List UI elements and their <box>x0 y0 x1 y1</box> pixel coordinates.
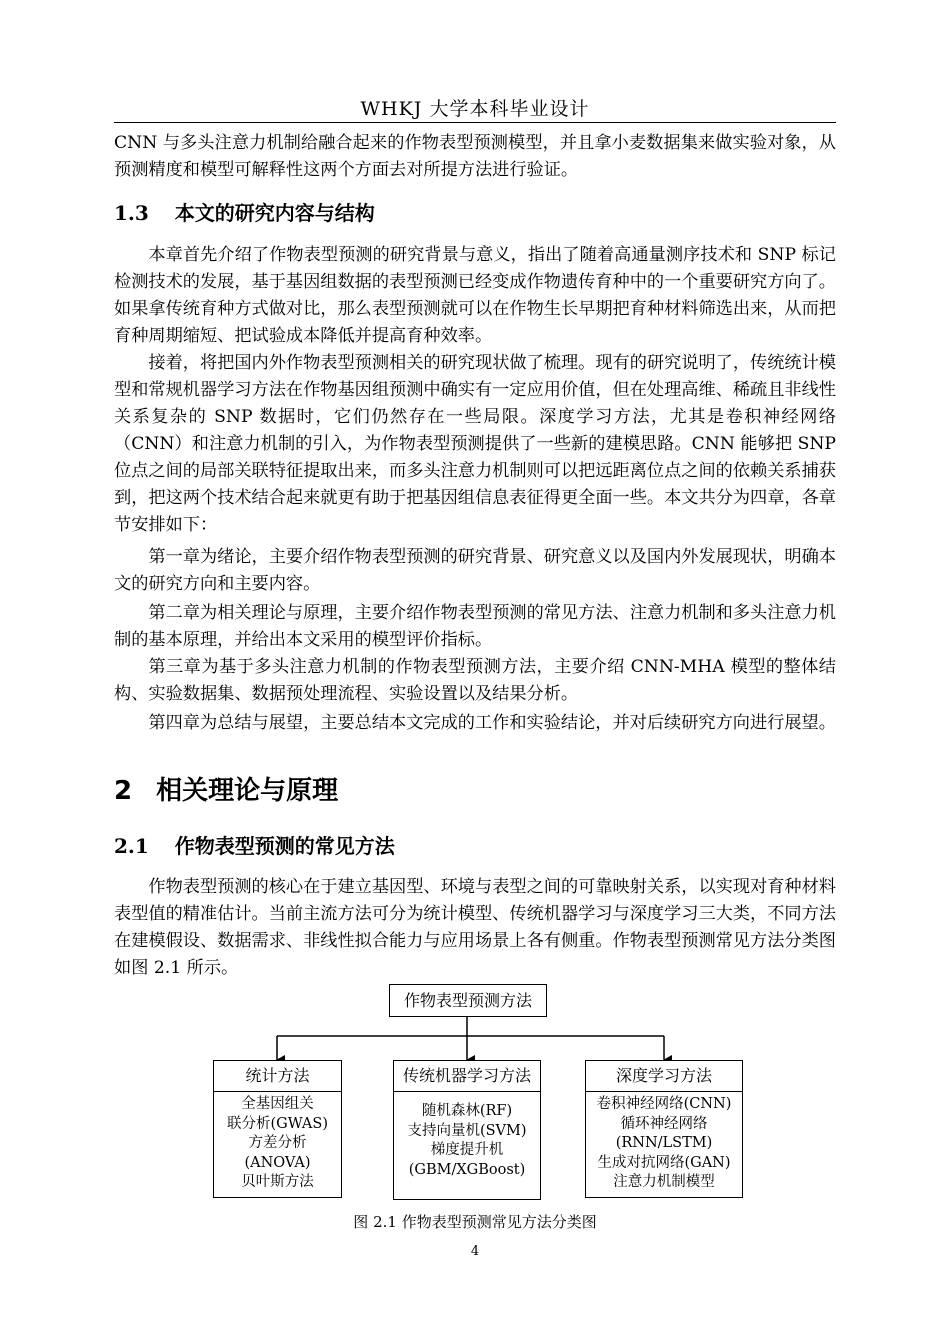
branch-item: 方差分析 <box>248 1135 307 1151</box>
figure-caption: 图 2.1 作物表型预测常见方法分类图 <box>353 1213 597 1231</box>
branch-item: 梯度提升机 <box>430 1142 504 1158</box>
section-title: 本文的研究内容与结构 <box>174 201 375 225</box>
chapter-heading-2 <box>114 770 338 807</box>
section-number: 1.3 <box>114 201 149 225</box>
section-title: 作物表型预测的常见方法 <box>174 834 395 858</box>
page-header-title: WHKJ 大学本科毕业设计 <box>360 98 590 120</box>
header-rule <box>114 122 836 123</box>
chapter-number: 2 <box>114 776 133 806</box>
branch-item: 卷积神经网络(CNN) <box>596 1096 732 1112</box>
paragraph-4: 第二章为相关理论与原理，主要介绍作物表型预测的常见方法、注意力机制和多头注意力机制的基本原理，并给出本文采用的模型评价指标。 <box>114 603 836 650</box>
branch-item: 全基因组关 <box>241 1096 314 1112</box>
branch-item: (GBM/XGBoost) <box>408 1161 526 1178</box>
branch-item: 随机森林(RF) <box>421 1103 513 1119</box>
page-number: 4 <box>470 1244 480 1259</box>
paragraph-5: 第三章为基于多头注意力机制的作物表型预测方法，主要介绍 CNN-MHA 模型的整体结构、实验数据集、数据预处理流程、实验设置以及结果分析。 <box>114 657 836 704</box>
paragraph-2-1: 作物表型预测的核心在于建立基因型、环境与表型之间的可靠映射关系，以实现对育种材料表型值的精准估计。当前主流方法可分为统计模型、传统机器学习与深度学习三大类，不同方法在建模假设、数据需求、非线性拟合能力与应用场景上各有侧重。作物表型预测常见方法分类图如图 2.1 所示。 <box>114 877 836 978</box>
paragraph-1: 本章首先介绍了作物表型预测的研究背景与意义，指出了随着高通量测序技术和 SNP 标记检测技术的发展，基于基因组数据的表型预测已经变成作物遗传育种中的一个重要研究方向了。如果拿传统育种方式做对比，那么表型预测就可以在作物生长早期把育种材料筛选出来，从而把育种周期缩短、把试验成本降低并提高育种效率。 <box>114 245 836 346</box>
branch-items <box>586 1092 742 1193</box>
branch-title: 统计方法 <box>214 1061 341 1092</box>
branch-item: (ANOVA) <box>244 1154 311 1171</box>
method-classification-diagram <box>0 980 950 1230</box>
branch-deep-learning <box>585 1060 743 1198</box>
chapter-title: 相关理论与原理 <box>156 776 339 806</box>
section-number: 2.1 <box>114 834 149 858</box>
branch-title: 深度学习方法 <box>586 1061 742 1092</box>
branch-item: 贝叶斯方法 <box>241 1174 314 1190</box>
branch-item: 联分析(GWAS) <box>227 1115 328 1132</box>
branch-items <box>394 1092 540 1180</box>
branch-item: 支持向量机(SVM) <box>407 1122 527 1139</box>
branch-traditional-ml <box>393 1060 541 1200</box>
section-heading-2-1 <box>114 830 395 859</box>
branch-item: 循环神经网络 <box>620 1115 708 1132</box>
branch-item: (RNN/LSTM) <box>615 1135 713 1151</box>
branch-items <box>214 1092 341 1193</box>
paragraph-3: 第一章为绪论，主要介绍作物表型预测的研究背景、研究意义以及国内外发展现状，明确本文的研究方向和主要内容。 <box>114 547 836 594</box>
branch-item: 注意力机制模型 <box>613 1174 715 1190</box>
branch-title: 传统机器学习方法 <box>394 1061 540 1092</box>
branch-item: 生成对抗网络(GAN) <box>597 1154 731 1171</box>
intro-paragraph: CNN 与多头注意力机制给融合起来的作物表型预测模型，并且拿小麦数据集来做实验对象，从预测精度和模型可解释性这两个方面去对所提方法进行验证。 <box>114 133 836 180</box>
branch-statistics <box>213 1060 342 1198</box>
root-node: 作物表型预测方法 <box>389 984 547 1017</box>
paragraph-6: 第四章为总结与展望，主要总结本文完成的工作和实验结论，并对后续研究方向进行展望。 <box>148 713 836 733</box>
section-heading-1-3 <box>114 197 375 226</box>
paragraph-2: 接着，将把国内外作物表型预测相关的研究现状做了梳理。现有的研究说明了，传统统计模型和常规机器学习方法在作物基因组预测中确实有一定应用价值，但在处理高维、稀疏且非线性关系复杂的 SNP 数据时，它们仍然存在一些局限。深度学习方法，尤其是卷积神经网络（CNN）和注意力机制的引入，为作物表型预测提供了一些新的建模思路。CNN 能够把 SNP 位点之间的局部关联特征提取出来，而多头注意力机制则可以把远距离位点之间的依赖关系捕获到，把这两个技术结合起来就更有助于把基因组信息表征得更全面一些。本文共分为四章，各章节安排如下： <box>114 353 836 535</box>
